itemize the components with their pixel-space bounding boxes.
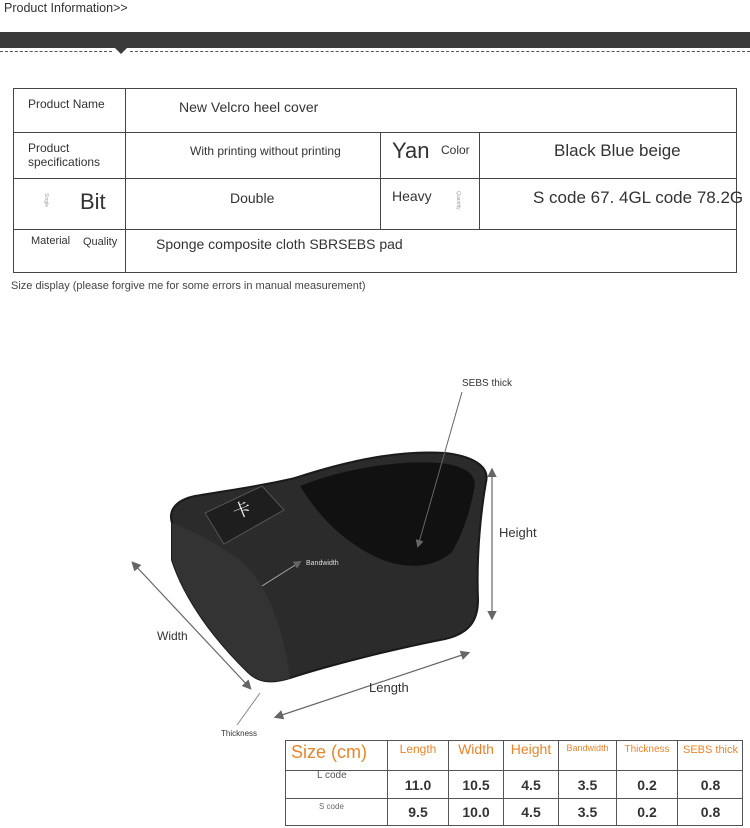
cell-value: 10.0: [462, 804, 490, 820]
col-divider: [125, 89, 126, 272]
length-label: Length: [369, 680, 409, 695]
header-divider-left: [0, 51, 112, 52]
cell-value: 9.5: [408, 804, 428, 820]
cell-value: 0.8: [700, 777, 721, 793]
size-table: [285, 740, 743, 826]
height-label: Height: [499, 525, 537, 540]
material-label: Material: [31, 235, 71, 247]
col-sebs-thick: SEBS thick: [682, 744, 739, 756]
cell-value: 11.0: [404, 777, 432, 793]
specifications-label-line1: Product: [28, 141, 70, 155]
row-divider: [14, 132, 736, 133]
weight-small-label: Quantity: [455, 191, 461, 210]
heel-cover-image: [0, 300, 750, 740]
color-value: Black Blue beige: [554, 141, 681, 160]
col-divider: [479, 132, 480, 229]
unit-value: Double: [230, 190, 275, 206]
col-divider: [380, 132, 381, 229]
color-label: Color: [441, 143, 470, 157]
weight-label: Heavy: [392, 188, 432, 204]
cell-value: 10.5: [462, 777, 490, 793]
unit-small-label: Single: [43, 193, 49, 207]
row-label: S code: [319, 802, 344, 811]
cell-value: 3.5: [577, 777, 598, 793]
size-note: Size display (please forgive me for some errors in manual measurement): [11, 280, 366, 292]
color-label-prefix: Yan: [392, 138, 430, 163]
bandwidth-label: Bandwidth: [306, 560, 339, 567]
section-title: Product Information>>: [4, 1, 128, 15]
header-bar: [0, 32, 750, 48]
row-divider: [14, 229, 736, 230]
product-name-label: Product Name: [28, 97, 105, 111]
material-value: Sponge composite cloth SBRSEBS pad: [156, 236, 403, 252]
thickness-label: Thickness: [221, 729, 258, 738]
svg-text:卡: 卡: [230, 497, 255, 523]
product-diagram: [0, 300, 750, 740]
row-divider: [14, 178, 736, 179]
quality-label: Quality: [83, 236, 118, 248]
weight-value: S code 67. 4GL code 78.2G: [533, 188, 744, 207]
size-table-header: Size (cm): [291, 742, 367, 762]
unit-label: Bit: [80, 189, 106, 214]
cell-value: 0.2: [637, 804, 657, 820]
row-label: L code: [317, 770, 347, 781]
cell-value: 3.5: [577, 804, 598, 820]
col-bandwidth: Bandwidth: [566, 743, 609, 753]
cell-value: 0.8: [700, 804, 721, 820]
cell-value: 4.5: [521, 777, 541, 793]
sebs-thick-label: SEBS thick: [462, 378, 513, 389]
cell-value: 4.5: [521, 804, 541, 820]
width-label: Width: [157, 629, 188, 643]
col-length: Length: [399, 742, 437, 756]
col-width: Width: [458, 741, 494, 757]
specifications-value: With printing without printing: [190, 144, 341, 158]
product-name-value: New Velcro heel cover: [179, 99, 319, 115]
header-notch: [114, 47, 128, 54]
col-thickness: Thickness: [624, 744, 670, 755]
cell-value: 0.2: [637, 777, 657, 793]
header-divider-right: [130, 51, 750, 52]
spec-table: [13, 88, 744, 273]
specifications-label-line2: specifications: [28, 155, 101, 169]
col-height: Height: [510, 741, 552, 757]
